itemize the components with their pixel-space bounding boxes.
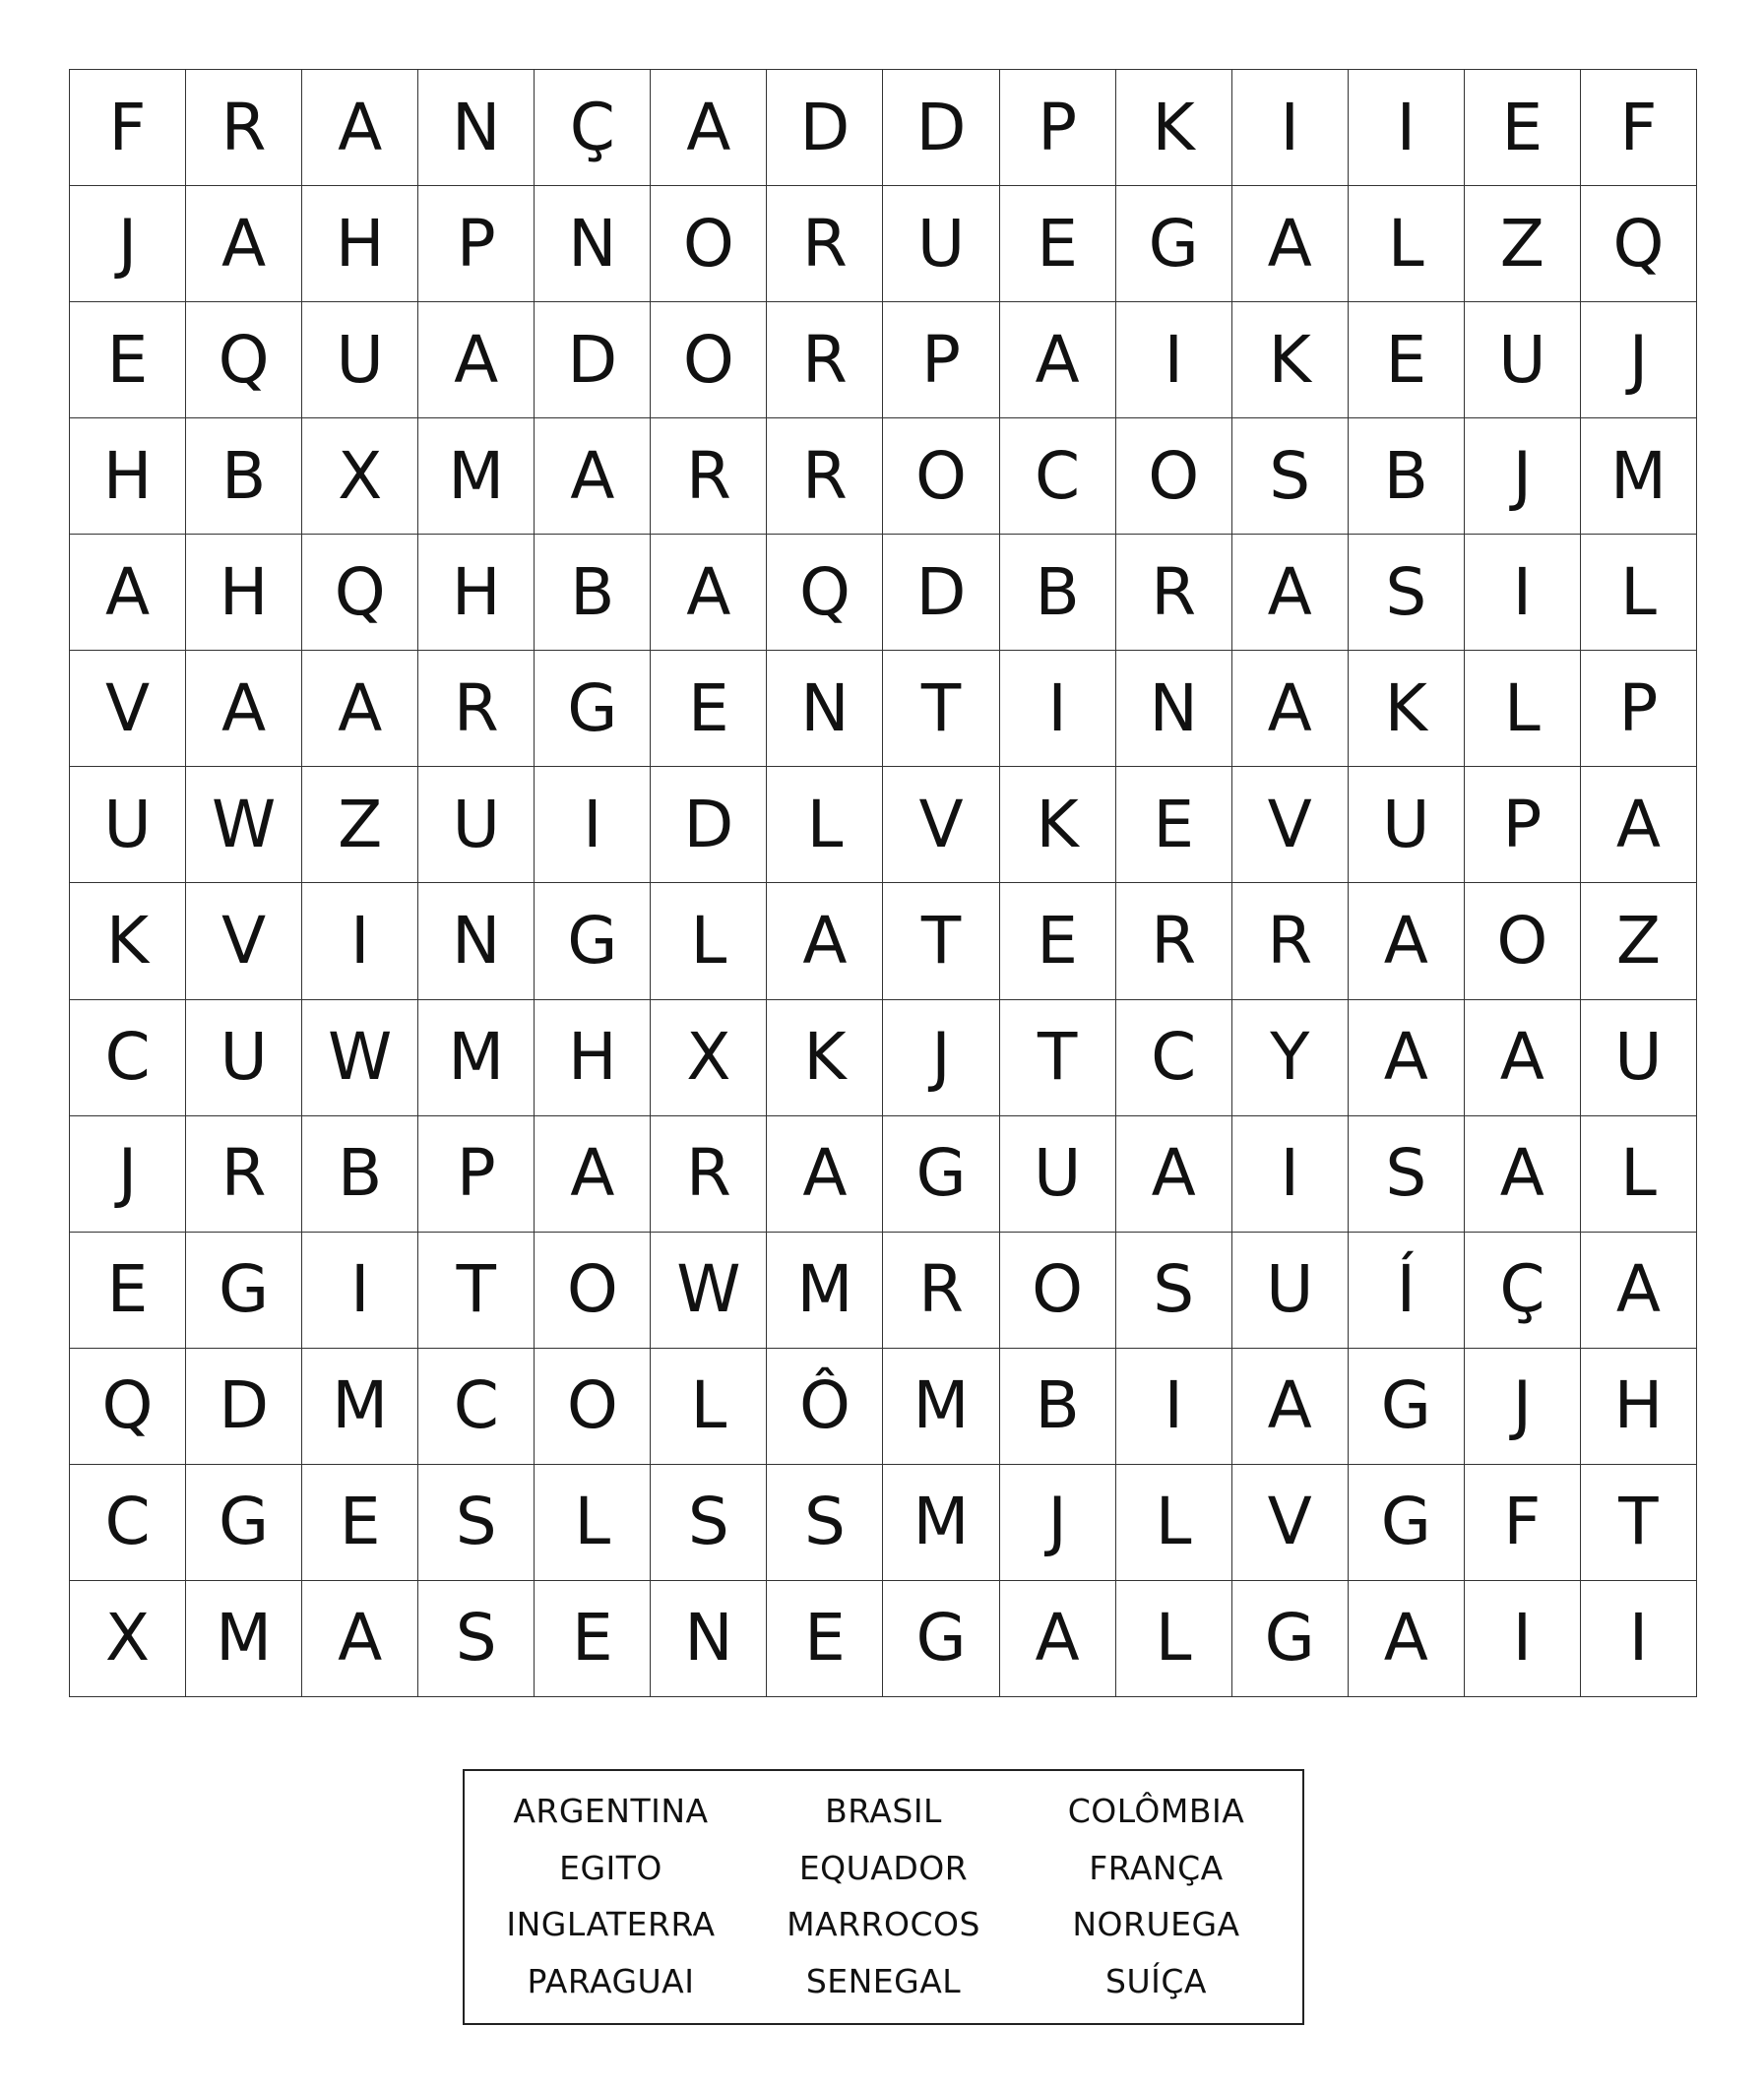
word-list-item: EQUADOR xyxy=(798,1848,969,1887)
grid-cell[interactable]: L xyxy=(767,767,883,883)
grid-cell[interactable]: M xyxy=(767,1233,883,1349)
grid-cell[interactable]: I xyxy=(1581,1581,1697,1697)
grid-cell[interactable]: D xyxy=(767,70,883,186)
grid-cell[interactable]: G xyxy=(1349,1465,1465,1581)
grid-cell[interactable]: M xyxy=(1581,418,1697,535)
word-list-box xyxy=(463,1769,1304,2025)
grid-cell[interactable]: G xyxy=(1232,1581,1349,1697)
grid-cell[interactable]: A xyxy=(651,70,767,186)
grid-cell[interactable]: U xyxy=(1581,1000,1697,1116)
grid-cell[interactable]: E xyxy=(1116,767,1232,883)
grid-cell[interactable]: P xyxy=(418,1116,535,1233)
grid-cell[interactable]: R xyxy=(767,186,883,302)
grid-cell[interactable]: F xyxy=(70,70,186,186)
grid-cell[interactable]: N xyxy=(418,70,535,186)
grid-cell[interactable]: N xyxy=(418,883,535,999)
grid-cell[interactable]: U xyxy=(186,1000,302,1116)
grid-cell[interactable]: T xyxy=(1581,1465,1697,1581)
grid-cell[interactable]: O xyxy=(1465,883,1581,999)
grid-cell[interactable]: N xyxy=(535,186,651,302)
word-list-item: EGITO xyxy=(559,1848,662,1887)
grid-cell[interactable]: K xyxy=(1116,70,1232,186)
grid-cell[interactable]: E xyxy=(767,1581,883,1697)
grid-cell[interactable]: S xyxy=(418,1465,535,1581)
grid-cell[interactable]: R xyxy=(1232,883,1349,999)
grid-cell[interactable]: D xyxy=(651,767,767,883)
grid-cell[interactable]: G xyxy=(883,1116,999,1233)
word-search-grid xyxy=(69,69,1697,1697)
grid-cell[interactable]: B xyxy=(186,418,302,535)
grid-cell[interactable]: X xyxy=(651,1000,767,1116)
grid-cell[interactable]: A xyxy=(1349,1581,1465,1697)
grid-cell[interactable]: G xyxy=(1116,186,1232,302)
grid-cell[interactable]: V xyxy=(70,651,186,767)
grid-cell[interactable]: R xyxy=(1116,535,1232,651)
grid-cell[interactable]: A xyxy=(1116,1116,1232,1233)
grid-cell[interactable]: Ô xyxy=(767,1349,883,1465)
grid-cell[interactable]: T xyxy=(883,651,999,767)
grid-cell[interactable]: S xyxy=(418,1581,535,1697)
word-list-item: SUÍÇA xyxy=(1105,1961,1207,2000)
grid-cell[interactable]: A xyxy=(1232,1349,1349,1465)
grid-cell[interactable]: B xyxy=(1349,418,1465,535)
word-list-item: BRASIL xyxy=(825,1792,942,1831)
grid-cell[interactable]: E xyxy=(1465,70,1581,186)
grid-cell[interactable]: E xyxy=(302,1465,418,1581)
grid-cell[interactable]: O xyxy=(535,1233,651,1349)
grid-cell[interactable]: Q xyxy=(302,535,418,651)
grid-cell[interactable]: F xyxy=(1581,70,1697,186)
grid-cell[interactable]: A xyxy=(1232,186,1349,302)
grid-cell[interactable]: U xyxy=(1349,767,1465,883)
grid-cell[interactable]: H xyxy=(418,535,535,651)
grid-cell[interactable]: I xyxy=(1000,651,1116,767)
grid-cell[interactable]: Y xyxy=(1232,1000,1349,1116)
grid-cell[interactable]: Q xyxy=(767,535,883,651)
grid-cell[interactable]: U xyxy=(418,767,535,883)
grid-cell[interactable]: S xyxy=(651,1465,767,1581)
grid-cell[interactable]: M xyxy=(883,1465,999,1581)
grid-cell[interactable]: G xyxy=(186,1233,302,1349)
grid-cell[interactable]: A xyxy=(1581,767,1697,883)
grid-cell[interactable]: H xyxy=(302,186,418,302)
grid-cell[interactable]: T xyxy=(883,883,999,999)
grid-cell[interactable]: N xyxy=(767,651,883,767)
grid-cell[interactable]: Í xyxy=(1349,1233,1465,1349)
grid-cell[interactable]: P xyxy=(418,186,535,302)
grid-cell[interactable]: E xyxy=(70,1233,186,1349)
grid-cell[interactable]: I xyxy=(1349,70,1465,186)
grid-cell[interactable]: K xyxy=(1232,302,1349,418)
grid-cell[interactable]: C xyxy=(1116,1000,1232,1116)
grid-cell[interactable]: L xyxy=(651,1349,767,1465)
grid-cell[interactable]: O xyxy=(535,1349,651,1465)
grid-cell[interactable]: I xyxy=(1232,1116,1349,1233)
grid-cell[interactable]: W xyxy=(651,1233,767,1349)
grid-cell[interactable]: M xyxy=(186,1581,302,1697)
grid-cell[interactable]: A xyxy=(1000,1581,1116,1697)
grid-cell[interactable]: A xyxy=(767,1116,883,1233)
grid-cell[interactable]: P xyxy=(1581,651,1697,767)
grid-cell[interactable]: E xyxy=(651,651,767,767)
word-list-item: FRANÇA xyxy=(1089,1848,1224,1887)
grid-cell[interactable]: C xyxy=(418,1349,535,1465)
grid-cell[interactable]: Ç xyxy=(535,70,651,186)
grid-cell[interactable]: V xyxy=(883,767,999,883)
grid-cell[interactable]: C xyxy=(70,1465,186,1581)
grid-cell[interactable]: A xyxy=(1349,1000,1465,1116)
grid-cell[interactable]: S xyxy=(1116,1233,1232,1349)
grid-cell[interactable]: R xyxy=(767,302,883,418)
grid-cell[interactable]: U xyxy=(302,302,418,418)
grid-cell[interactable]: B xyxy=(1000,535,1116,651)
grid-cell[interactable]: Ç xyxy=(1465,1233,1581,1349)
grid-cell[interactable]: J xyxy=(1000,1465,1116,1581)
grid-cell[interactable]: A xyxy=(1465,1000,1581,1116)
grid-cell[interactable]: U xyxy=(883,186,999,302)
grid-cell[interactable]: M xyxy=(418,418,535,535)
grid-cell[interactable]: R xyxy=(883,1233,999,1349)
grid-cell[interactable]: O xyxy=(1116,418,1232,535)
grid-cell[interactable]: W xyxy=(186,767,302,883)
grid-cell[interactable]: A xyxy=(1349,883,1465,999)
grid-cell[interactable]: M xyxy=(302,1349,418,1465)
grid-cell[interactable]: U xyxy=(1465,302,1581,418)
grid-cell[interactable]: A xyxy=(767,883,883,999)
grid-cell[interactable]: O xyxy=(1000,1233,1116,1349)
grid-cell[interactable]: R xyxy=(186,1116,302,1233)
grid-cell[interactable]: V xyxy=(1232,767,1349,883)
grid-cell[interactable]: K xyxy=(1000,767,1116,883)
grid-cell[interactable]: L xyxy=(1581,1116,1697,1233)
grid-cell[interactable]: J xyxy=(1465,1349,1581,1465)
grid-cell[interactable]: C xyxy=(70,1000,186,1116)
grid-cell[interactable]: R xyxy=(651,418,767,535)
grid-cell[interactable]: H xyxy=(1581,1349,1697,1465)
grid-cell[interactable]: B xyxy=(302,1116,418,1233)
grid-cell[interactable]: P xyxy=(1000,70,1116,186)
grid-cell[interactable]: I xyxy=(1232,70,1349,186)
grid-cell[interactable]: A xyxy=(302,1581,418,1697)
grid-cell[interactable]: I xyxy=(1116,302,1232,418)
grid-cell[interactable]: A xyxy=(302,70,418,186)
grid-cell[interactable]: Z xyxy=(302,767,418,883)
grid-cell[interactable]: M xyxy=(883,1349,999,1465)
grid-cell[interactable]: Z xyxy=(1581,883,1697,999)
grid-cell[interactable]: D xyxy=(535,302,651,418)
grid-cell[interactable]: J xyxy=(70,1116,186,1233)
grid-cell[interactable]: M xyxy=(418,1000,535,1116)
grid-cell[interactable]: N xyxy=(1116,651,1232,767)
grid-cell[interactable]: A xyxy=(1232,535,1349,651)
grid-cell[interactable]: P xyxy=(883,302,999,418)
grid-cell[interactable]: A xyxy=(1000,302,1116,418)
grid-cell[interactable]: X xyxy=(302,418,418,535)
grid-cell[interactable]: K xyxy=(767,1000,883,1116)
grid-cell[interactable]: I xyxy=(1116,1349,1232,1465)
grid-cell[interactable]: A xyxy=(70,535,186,651)
grid-cell[interactable]: R xyxy=(186,70,302,186)
grid-cell[interactable]: J xyxy=(70,186,186,302)
grid-cell[interactable]: G xyxy=(535,651,651,767)
grid-cell[interactable]: L xyxy=(1465,651,1581,767)
grid-cell[interactable]: H xyxy=(186,535,302,651)
word-list-item: COLÔMBIA xyxy=(1067,1792,1245,1831)
grid-cell[interactable]: R xyxy=(651,1116,767,1233)
grid-cell[interactable]: R xyxy=(418,651,535,767)
grid-cell[interactable]: T xyxy=(418,1233,535,1349)
grid-cell[interactable]: O xyxy=(651,186,767,302)
grid-cell[interactable]: I xyxy=(1465,1581,1581,1697)
word-list-item: INGLATERRA xyxy=(506,1905,716,1944)
grid-cell[interactable]: E xyxy=(1000,883,1116,999)
grid-cell[interactable]: X xyxy=(70,1581,186,1697)
grid-cell[interactable]: G xyxy=(186,1465,302,1581)
grid-cell[interactable]: Q xyxy=(186,302,302,418)
grid-cell[interactable]: A xyxy=(651,535,767,651)
grid-cell[interactable]: I xyxy=(302,1233,418,1349)
grid-cell[interactable]: L xyxy=(1116,1581,1232,1697)
grid-cell[interactable]: D xyxy=(186,1349,302,1465)
grid-cell[interactable]: D xyxy=(883,535,999,651)
grid-cell[interactable]: N xyxy=(651,1581,767,1697)
grid-cell[interactable]: I xyxy=(1465,535,1581,651)
grid-cell[interactable]: E xyxy=(535,1581,651,1697)
grid-cell[interactable]: S xyxy=(1349,535,1465,651)
grid-cell[interactable]: E xyxy=(1000,186,1116,302)
grid-cell[interactable]: G xyxy=(883,1581,999,1697)
grid-cell[interactable]: F xyxy=(1465,1465,1581,1581)
grid-cell[interactable]: U xyxy=(1232,1233,1349,1349)
grid-cell[interactable]: O xyxy=(651,302,767,418)
grid-cell[interactable]: A xyxy=(1232,651,1349,767)
grid-cell[interactable]: P xyxy=(1465,767,1581,883)
grid-cell[interactable]: G xyxy=(535,883,651,999)
grid-cell[interactable]: B xyxy=(1000,1349,1116,1465)
word-list-item: MARROCOS xyxy=(787,1905,980,1944)
grid-cell[interactable]: I xyxy=(535,767,651,883)
grid-cell[interactable]: A xyxy=(418,302,535,418)
grid-cell[interactable]: Q xyxy=(1581,186,1697,302)
grid-cell[interactable]: J xyxy=(1581,302,1697,418)
grid-cell[interactable]: A xyxy=(186,651,302,767)
grid-cell[interactable]: Z xyxy=(1465,186,1581,302)
grid-cell[interactable]: U xyxy=(70,767,186,883)
grid-cell[interactable]: W xyxy=(302,1000,418,1116)
grid-cell[interactable]: J xyxy=(1465,418,1581,535)
grid-cell[interactable]: L xyxy=(1581,535,1697,651)
grid-cell[interactable]: U xyxy=(1000,1116,1116,1233)
grid-cell[interactable]: R xyxy=(1116,883,1232,999)
grid-cell[interactable]: I xyxy=(302,883,418,999)
grid-cell[interactable]: A xyxy=(302,651,418,767)
grid-cell[interactable]: O xyxy=(883,418,999,535)
grid-cell[interactable]: T xyxy=(1000,1000,1116,1116)
grid-cell[interactable]: A xyxy=(186,186,302,302)
grid-cell[interactable]: A xyxy=(535,418,651,535)
grid-cell[interactable]: L xyxy=(651,883,767,999)
grid-cell[interactable]: A xyxy=(1465,1116,1581,1233)
grid-cell[interactable]: L xyxy=(535,1465,651,1581)
grid-cell[interactable]: E xyxy=(1349,302,1465,418)
grid-cell[interactable]: R xyxy=(767,418,883,535)
grid-cell[interactable]: Q xyxy=(70,1349,186,1465)
grid-cell[interactable]: A xyxy=(535,1116,651,1233)
grid-cell[interactable]: S xyxy=(1232,418,1349,535)
grid-cell[interactable]: S xyxy=(767,1465,883,1581)
grid-cell[interactable]: L xyxy=(1116,1465,1232,1581)
word-list-item: ARGENTINA xyxy=(513,1792,709,1831)
grid-cell[interactable]: E xyxy=(70,302,186,418)
word-list-item: PARAGUAI xyxy=(527,1961,695,2000)
grid-cell[interactable]: K xyxy=(70,883,186,999)
grid-cell[interactable]: V xyxy=(186,883,302,999)
word-list-item: NORUEGA xyxy=(1072,1905,1240,1944)
grid-cell[interactable]: B xyxy=(535,535,651,651)
grid-cell[interactable]: H xyxy=(535,1000,651,1116)
grid-cell[interactable]: K xyxy=(1349,651,1465,767)
grid-cell[interactable]: G xyxy=(1349,1349,1465,1465)
word-list-item: SENEGAL xyxy=(805,1961,962,2000)
grid-cell[interactable]: J xyxy=(883,1000,999,1116)
grid-cell[interactable]: D xyxy=(883,70,999,186)
grid-cell[interactable]: L xyxy=(1349,186,1465,302)
grid-cell[interactable]: A xyxy=(1581,1233,1697,1349)
grid-cell[interactable]: C xyxy=(1000,418,1116,535)
grid-cell[interactable]: H xyxy=(70,418,186,535)
grid-cell[interactable]: V xyxy=(1232,1465,1349,1581)
grid-cell[interactable]: S xyxy=(1349,1116,1465,1233)
